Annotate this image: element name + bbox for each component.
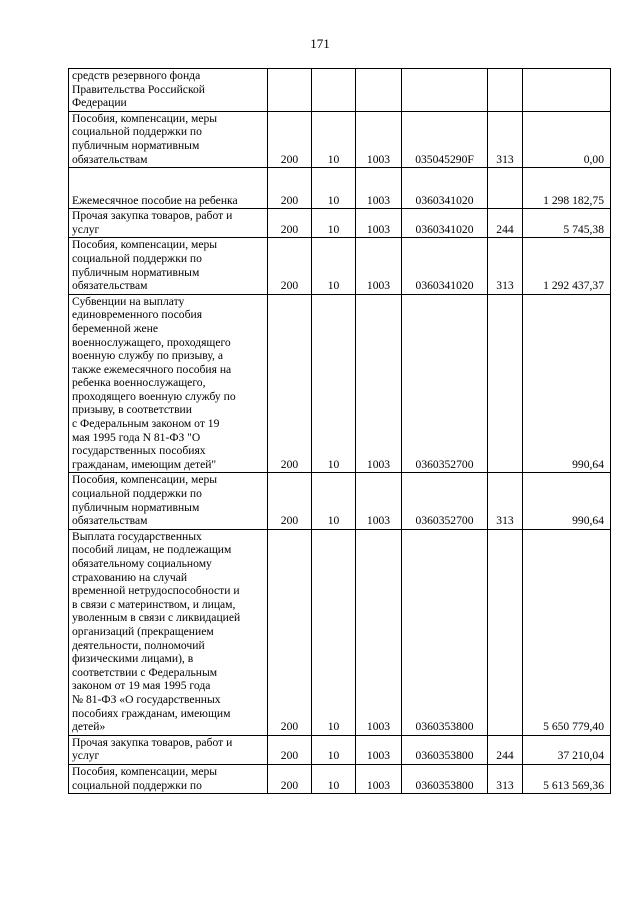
target-code: 0360341020 [402,168,488,209]
target-code: 0360353800 [402,529,488,735]
ministry-code [268,69,312,112]
expense-type-code: 313 [488,764,523,793]
section-code: 10 [312,209,356,238]
expense-name: Ежемесячное пособие на ребенка [69,168,268,209]
table-row [69,294,611,473]
ministry-code: 200 [268,294,312,473]
amount: 37 210,04 [523,735,611,764]
subsection-code [356,69,402,112]
expense-name: Субвенции на выплату единовременного пособия беременной жене военнослужащего, проходящего военную службу по призыву, а также ежемесячного пособия на ребенка военнослужащего, проходящего военную службу по призыву, в соответствии с Федеральным законом от 19 мая 1995 года N 81-ФЗ "О государственных пособиях гражданам, имеющим детей" [69,294,268,473]
section-code [312,69,356,112]
expense-type-code [488,294,523,473]
expense-type-code: 244 [488,209,523,238]
expense-name: Выплата государственных пособий лицам, не подлежащим обязательному социальному страхованию на случай временной нетрудоспособности и в связи с материнством, и лицам, уволенным в связи с ликвидацией организаций (прекращением деятельности, полномочий физическими лицами), в соответствии с Федеральным законом от 19 мая 1995 года № 81-ФЗ «О государственных пособиях гражданам, имеющим детей» [69,529,268,735]
subsection-code: 1003 [356,209,402,238]
expense-type-code: 313 [488,111,523,167]
section-code: 10 [312,473,356,529]
ministry-code: 200 [268,473,312,529]
page-number: 171 [310,36,330,51]
amount: 990,64 [523,294,611,473]
expense-name: Пособия, компенсации, меры социальной поддержки по [69,764,268,793]
amount [523,69,611,112]
table-row [69,168,611,209]
target-code: 0360353800 [402,764,488,793]
ministry-code: 200 [268,529,312,735]
expense-name: средств резервного фонда Правительства Российской Федерации [69,69,268,112]
ministry-code: 200 [268,735,312,764]
table-row [69,764,611,793]
subsection-code: 1003 [356,473,402,529]
target-code: 035045290F [402,111,488,167]
amount: 5 613 569,36 [523,764,611,793]
section-code: 10 [312,168,356,209]
budget-table-body [69,69,611,794]
amount: 5 745,38 [523,209,611,238]
ministry-code: 200 [268,764,312,793]
subsection-code: 1003 [356,111,402,167]
expense-type-code [488,168,523,209]
subsection-code: 1003 [356,168,402,209]
section-code: 10 [312,764,356,793]
target-code: 0360341020 [402,238,488,294]
section-code: 10 [312,294,356,473]
target-code: 0360353800 [402,735,488,764]
expense-name: Прочая закупка товаров, работ и услуг [69,735,268,764]
section-code: 10 [312,238,356,294]
budget-table [68,68,611,794]
ministry-code: 200 [268,111,312,167]
target-code: 0360341020 [402,209,488,238]
amount: 5 650 779,40 [523,529,611,735]
subsection-code: 1003 [356,238,402,294]
expense-type-code [488,529,523,735]
amount: 1 298 182,75 [523,168,611,209]
ministry-code: 200 [268,209,312,238]
expense-name: Пособия, компенсации, меры социальной поддержки по публичным нормативным обязательствам [69,473,268,529]
subsection-code: 1003 [356,764,402,793]
table-row [69,209,611,238]
ministry-code: 200 [268,238,312,294]
target-code: 0360352700 [402,473,488,529]
table-row [69,69,611,112]
table-row [69,735,611,764]
amount: 990,64 [523,473,611,529]
amount: 1 292 437,37 [523,238,611,294]
table-row [69,111,611,167]
subsection-code: 1003 [356,529,402,735]
expense-type-code: 313 [488,238,523,294]
amount: 0,00 [523,111,611,167]
target-code [402,69,488,112]
table-row [69,529,611,735]
table-row [69,473,611,529]
ministry-code: 200 [268,168,312,209]
expense-type-code: 244 [488,735,523,764]
target-code: 0360352700 [402,294,488,473]
expense-name: Пособия, компенсации, меры социальной поддержки по публичным нормативным обязательствам [69,238,268,294]
expense-type-code [488,69,523,112]
table-row [69,238,611,294]
subsection-code: 1003 [356,735,402,764]
section-code: 10 [312,735,356,764]
expense-name: Пособия, компенсации, меры социальной поддержки по публичным нормативным обязательствам [69,111,268,167]
expense-type-code: 313 [488,473,523,529]
expense-name: Прочая закупка товаров, работ и услуг [69,209,268,238]
section-code: 10 [312,111,356,167]
subsection-code: 1003 [356,294,402,473]
section-code: 10 [312,529,356,735]
